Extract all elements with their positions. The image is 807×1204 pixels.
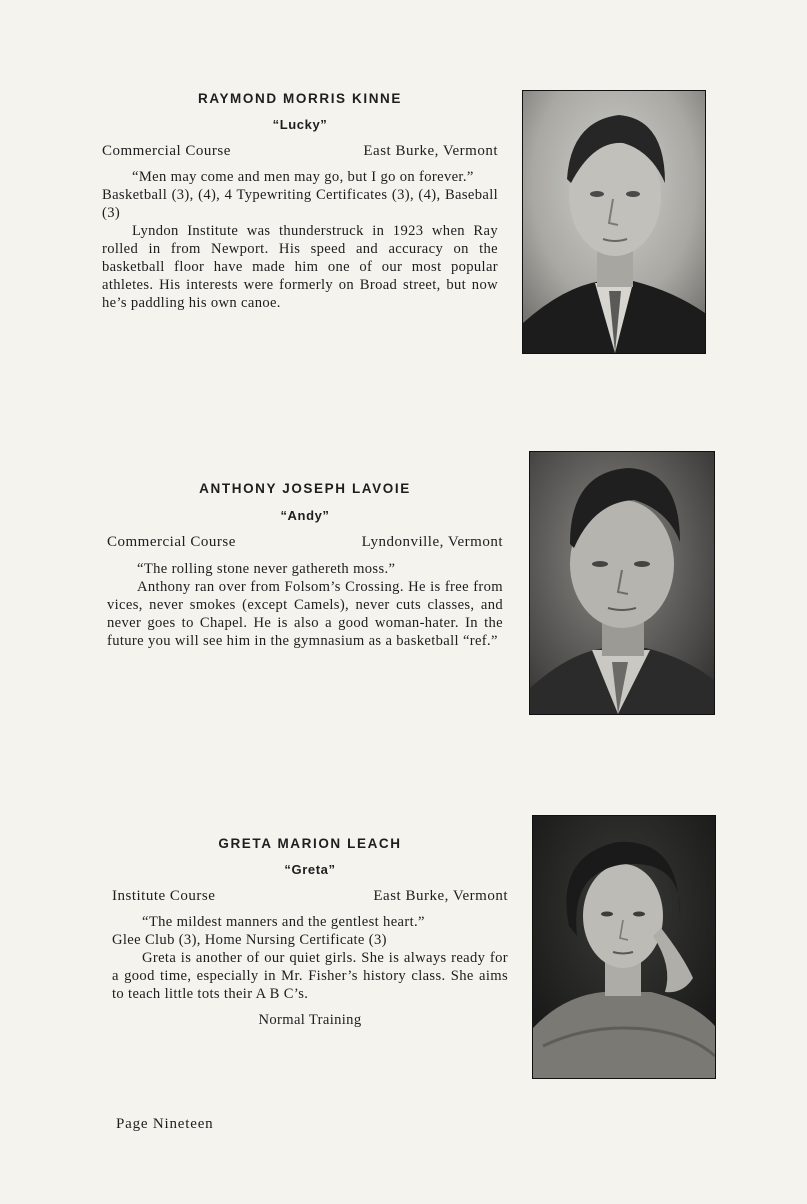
portrait-photo-image [533,816,715,1078]
portrait-photo-image [523,91,705,353]
activities: Basketball (3), (4), 4 Typewriting Certificates (3), (4), Baseball (3) [102,187,498,221]
course-line [107,534,503,551]
portrait-photo [529,451,715,715]
entry-body [102,168,498,312]
course-name: Institute Course [112,888,216,904]
hometown: East Burke, Vermont [363,143,498,159]
entry-text [112,833,508,1063]
bio-paragraph: Anthony ran over from Folsom’s Crossing. He is free from vices, never smokes (except Camels), never cuts classes, and never goes to Chapel. He is also a good woman-hater. In the future you will see him in the gymnasium as a basketball “ref.” [107,579,503,649]
hometown: Lyndonville, Vermont [361,534,503,550]
portrait-photo [532,815,716,1079]
motto-quote: “The mildest manners and the gentlest heart.” [142,914,425,930]
student-nickname: “Lucky” [272,117,328,132]
student-name: GRETA MARION LEACH [218,836,402,851]
activities: Glee Club (3), Home Nursing Certificate (3) [112,932,387,948]
course-note: Normal Training [258,1012,362,1028]
hometown: East Burke, Vermont [373,888,508,904]
bio-paragraph: Lyndon Institute was thunderstruck in 1923 when Ray rolled in from Newport. His speed and accuracy on the basketball floor have made him one of our most popular athletes. His interests were formerly on Broad street, but now he’s paddling his own canoe. [102,223,498,311]
entry-text [107,478,503,698]
bio-paragraph: Greta is another of our quiet girls. She is always ready for a good time, especially in Mr. Fisher’s history class. She aims to teach little tots their A B C’s. [112,950,508,1002]
motto-quote: “Men may come and men may go, but I go on forever.” [132,169,474,185]
course-name: Commercial Course [102,143,231,159]
student-name: ANTHONY JOSEPH LAVOIE [199,481,411,496]
student-nickname: “Greta” [284,862,336,877]
portrait-photo-image [530,452,714,714]
course-line [102,143,498,160]
page-number: Page Nineteen [116,1116,214,1132]
motto-quote: “The rolling stone never gathereth moss.” [137,561,396,577]
course-name: Commercial Course [107,534,236,550]
entry-body [107,560,503,650]
student-nickname: “Andy” [280,508,330,523]
student-name: RAYMOND MORRIS KINNE [197,91,402,106]
entry-text [102,88,498,358]
course-line [112,888,508,905]
entry-body [112,913,508,1029]
portrait-photo [522,90,706,354]
